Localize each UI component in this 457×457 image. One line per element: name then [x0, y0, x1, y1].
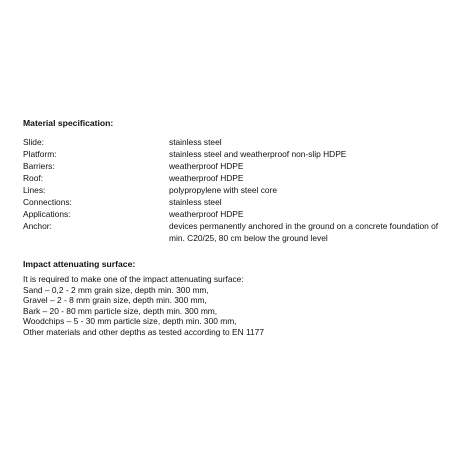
material-specification-heading: Material specification: [23, 118, 114, 128]
surface-option-sand: Sand – 0,2 - 2 mm grain size, depth min. 300 mm, [23, 284, 209, 295]
spec-label: Anchor: [23, 221, 52, 231]
spec-value: stainless steel [169, 197, 222, 207]
surface-option-gravel: Gravel – 2 - 8 mm grain size, depth min. 300 mm, [23, 295, 207, 306]
spec-row-lines [23, 184, 443, 196]
spec-label: Slide: [23, 137, 44, 147]
spec-label: Lines: [23, 185, 46, 195]
surface-option-bark: Bark – 20 - 80 mm particle size, depth min. 300 mm, [23, 305, 218, 316]
spec-label: Connections: [23, 197, 72, 207]
spec-row-barriers [23, 160, 443, 172]
surface-option-woodchips: Woodchips – 5 - 30 mm particle size, depth min. 300 mm, [23, 316, 237, 327]
spec-value: weatherproof HDPE [169, 161, 244, 171]
spec-value: devices permanently anchored in the ground on a concrete foundation of min. C20/25, 80 cm below the ground level [169, 221, 439, 243]
spec-value: weatherproof HDPE [169, 173, 244, 183]
surface-option-other: Other materials and other depths as tested according to EN 1177 [23, 326, 264, 337]
material-specification-table [23, 136, 443, 244]
spec-label: Roof: [23, 173, 44, 183]
spec-row-slide [23, 136, 443, 148]
spec-row-connections [23, 196, 443, 208]
spec-row-applications [23, 208, 443, 220]
spec-row-anchor [23, 220, 443, 244]
spec-value: stainless steel [169, 137, 222, 147]
spec-row-roof [23, 172, 443, 184]
impact-surface-heading: Impact attenuating surface: [23, 259, 136, 269]
spec-value: weatherproof HDPE [169, 209, 244, 219]
impact-surface-text [23, 274, 443, 338]
surface-intro-line: It is required to make one of the impact attenuating surface: [23, 274, 244, 284]
spec-value: stainless steel and weatherproof non-slip HDPE [169, 149, 347, 159]
spec-label: Applications: [23, 209, 71, 219]
spec-label: Platform: [23, 149, 57, 159]
spec-row-platform [23, 148, 443, 160]
spec-label: Barriers: [23, 161, 55, 171]
spec-value: polypropylene with steel core [169, 185, 278, 195]
